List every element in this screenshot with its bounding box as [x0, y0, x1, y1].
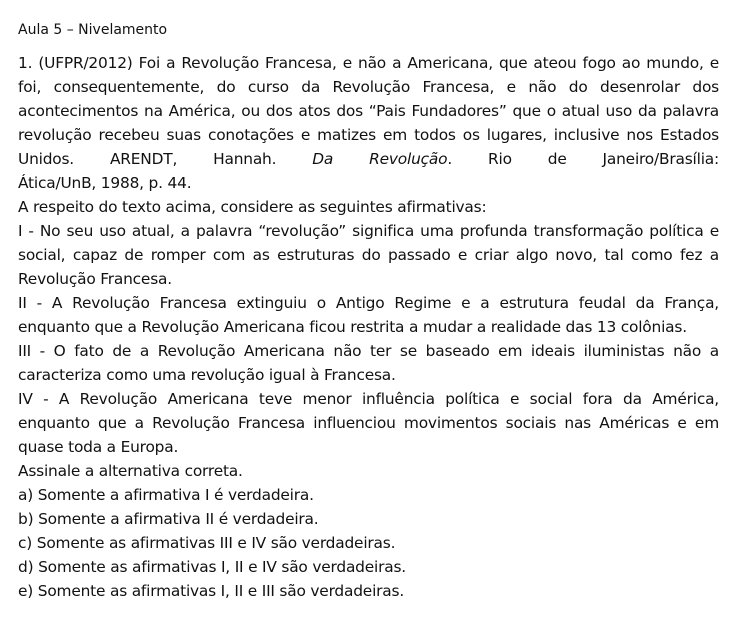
statement-1: I - No seu uso atual, a palavra “revolução” significa uma profunda transformação política e social, capaz de romper com as estruturas do passado e criar algo novo, tal como fez a Revolução Francesa. [18, 222, 719, 288]
page-header: Aula 5 – Nivelamento [18, 22, 168, 38]
question-source: (UFPR/2012) [38, 54, 133, 72]
option-d: d) Somente as afirmativas I, II e IV são verdadeiras. [18, 558, 406, 576]
citation-rest: . Rio de Janeiro/Brasília: [447, 150, 719, 168]
statement-4: IV - A Revolução Americana teve menor influência política e social fora da América, enquanto que a Revolução Francesa influenciou movimentos sociais nas Américas e em quase toda a Europa. [18, 390, 719, 456]
option-e: e) Somente as afirmativas I, II e III são verdadeiras. [18, 582, 405, 600]
option-a: a) Somente a afirmativa I é verdadeira. [18, 486, 314, 504]
question-prompt: A respeito do texto acima, considere as seguintes afirmativas: [18, 198, 487, 216]
citation-line-2: Ática/UnB, 1988, p. 44. [18, 174, 192, 192]
document-page [18, 20, 719, 603]
statement-3: III - O fato de a Revolução Americana não ter se baseado em ideais iluministas não a caracteriza como uma revolução igual à Francesa. [18, 342, 719, 384]
question-quote-text: Foi a Revolução Francesa, e não a Americana, que ateou fogo ao mundo, e foi, consequentemente, do curso da Revolução Francesa, e não do desenrolar dos acontecimentos na América, ou dos atos dos “Pais Fundadores” que o atual uso da palavra revolução recebeu suas conotações e matizes em todos os lugares, inclusive nos Estados Unidos. ARENDT, Hannah. [18, 54, 719, 168]
option-b: b) Somente a afirmativa II é verdadeira. [18, 510, 319, 528]
question-number: 1. [18, 54, 33, 72]
question-block [18, 51, 719, 603]
statement-2: II - A Revolução Francesa extinguiu o Antigo Regime e a estrutura feudal da França, enquanto que a Revolução Americana ficou restrita a mudar a realidade das 13 colônias. [18, 294, 719, 336]
option-c: c) Somente as afirmativas III e IV são verdadeiras. [18, 534, 396, 552]
book-title: Da Revolução [312, 150, 448, 168]
instruction: Assinale a alternativa correta. [18, 462, 243, 480]
question-quote [18, 51, 719, 171]
